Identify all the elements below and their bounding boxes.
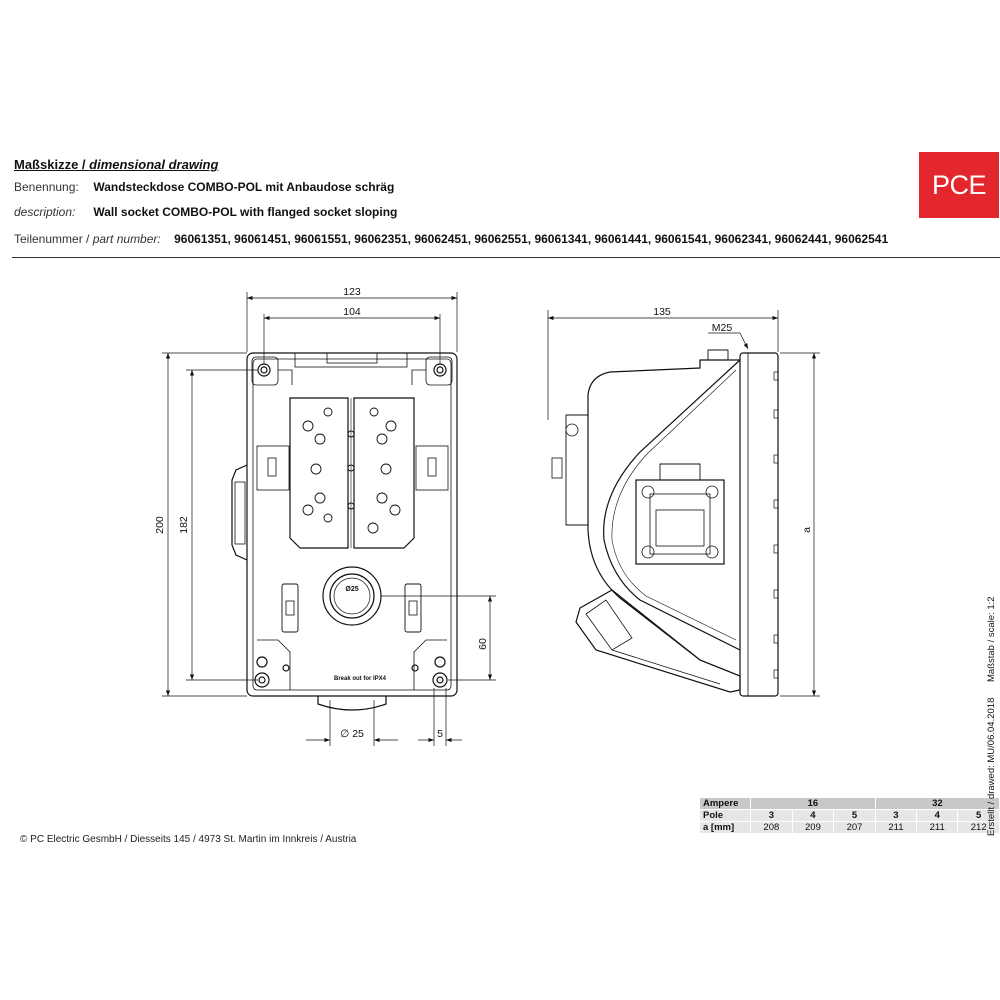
pole-cell: 4 — [792, 810, 834, 822]
a-cell: 208 — [751, 822, 793, 834]
designation-label: Benennung: — [14, 180, 79, 194]
breakout-label: Break out for IPX4 — [333, 676, 387, 682]
a-cell: 211 — [875, 822, 916, 834]
dim-height-inner: 182 — [178, 516, 190, 534]
dim-height-outer: 200 — [154, 516, 166, 534]
copyright: © PC Electric GesmbH / Diesseits 145 / 4973 St. Martin im Innkreis / Austria — [20, 834, 357, 845]
dim-depth: 135 — [653, 306, 671, 318]
a-label: a [mm] — [700, 822, 751, 834]
a-cell: 211 — [917, 822, 958, 834]
a-cell: 212 — [958, 822, 1000, 834]
description-label: description: — [14, 205, 76, 219]
designation-value: Wandsteckdose COMBO-POL mit Anbaudose schräg — [93, 180, 395, 194]
a-cell: 207 — [834, 822, 876, 834]
pole-cell: 4 — [917, 810, 958, 822]
dim-5: 5 — [437, 728, 443, 740]
pole-cell: 5 — [834, 810, 876, 822]
table-row-ampere — [700, 798, 1000, 810]
part-numbers: 96061351, 96061451, 96061551, 96062351, 96062451, 96062551, 96061341, 96061441, 96061541, 96062341, 96062441, 96062541 — [174, 232, 889, 246]
table-row-pole — [700, 810, 1000, 822]
dim-width-inner: 104 — [343, 306, 361, 318]
part-number-label-en: part number: — [92, 232, 161, 246]
side-view — [552, 350, 778, 696]
ampere-32: 32 — [875, 798, 999, 810]
pole-cell: 3 — [875, 810, 916, 822]
drawn-label: Erstellt / drawed: MU/06.04.2018 — [986, 697, 997, 836]
thread-label: M25 — [711, 322, 733, 334]
pce-logo: PCE — [919, 152, 999, 218]
dim-width-outer: 123 — [343, 286, 361, 298]
dim-60: 60 — [477, 638, 489, 650]
table-row-a — [700, 822, 1000, 834]
spec-table — [699, 797, 1000, 834]
ampere-label: Ampere — [700, 798, 751, 810]
pole-label: Pole — [700, 810, 751, 822]
front-view — [232, 353, 457, 710]
part-number-label-de: Teilenummer / — [14, 232, 93, 246]
page-title: Maßskizze / dimensional drawing — [14, 157, 219, 172]
pole-cell: 5 — [958, 810, 1000, 822]
dim-a: a — [801, 527, 813, 533]
description-value: Wall socket COMBO-POL with flanged socket sloping — [93, 205, 398, 219]
scale-label: Maßstab / scale: 1:2 — [986, 596, 997, 682]
a-cell: 209 — [792, 822, 834, 834]
knockout-label: Ø25 — [345, 586, 359, 593]
pole-cell: 3 — [751, 810, 793, 822]
dim-diameter: ∅ 25 — [340, 728, 364, 740]
ampere-16: 16 — [751, 798, 876, 810]
